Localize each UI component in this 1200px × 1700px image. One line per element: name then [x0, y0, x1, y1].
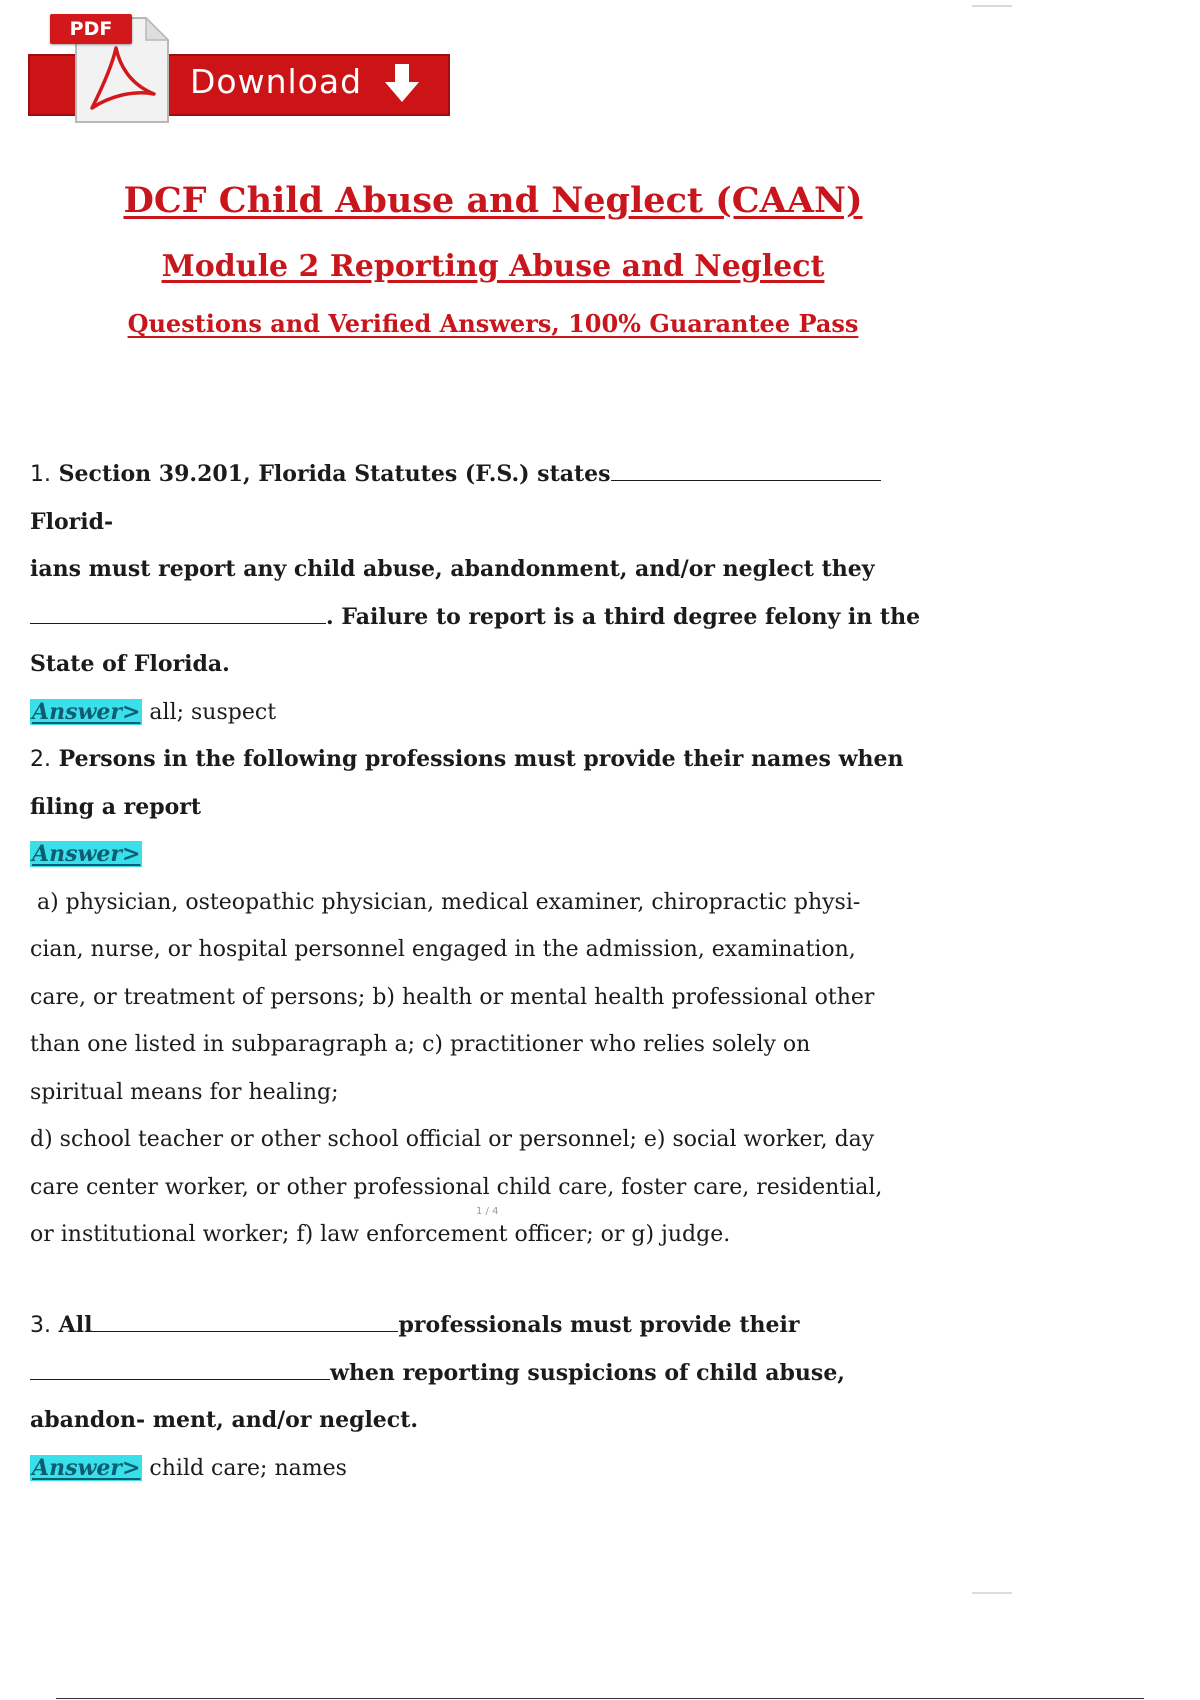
question-number: 2.: [30, 747, 51, 772]
question-text: . Failure to report is a third degree felony in the: [326, 603, 921, 630]
question-line: [30, 736, 960, 784]
question-line: [30, 594, 960, 642]
question-number: 3.: [30, 1313, 51, 1338]
page-edge-mark: [972, 1592, 1012, 1594]
pdf-tag: PDF: [50, 14, 132, 44]
question-text: All: [58, 1312, 93, 1338]
answer-label: Answer>: [32, 1454, 141, 1481]
answer-text: d) school teacher or other school official or personnel; e) social worker, day: [30, 1127, 875, 1152]
pdf-file-icon: [50, 10, 176, 128]
answer-line: [30, 689, 960, 737]
answer-text: spiritual means for healing;: [30, 1079, 339, 1105]
question-1: [30, 451, 960, 736]
answer-text: child care; names: [149, 1455, 347, 1481]
answer-text: care center worker, or other professional child care, foster care, residential,: [30, 1174, 883, 1200]
fill-blank: [92, 1309, 398, 1332]
question-line: abandon- ment, and/or neglect.: [30, 1407, 419, 1433]
download-label[interactable]: Download: [190, 62, 363, 101]
answer-text: a) physician, osteopathic physician, medical examiner, chiropractic physi-: [30, 889, 861, 915]
answer-text: care, or treatment of persons; b) health or mental health professional other: [30, 984, 875, 1010]
question-line: [30, 451, 960, 546]
fill-blank: [611, 458, 881, 481]
answer-line: [30, 1445, 960, 1493]
question-line: ians must report any child abuse, abandonment, and/or neglect they: [30, 556, 875, 582]
document-title: DCF Child Abuse and Neglect (CAAN): [123, 180, 863, 221]
module-title: Module 2 Reporting Abuse and Neglect: [161, 249, 825, 284]
question-number: 1.: [30, 462, 51, 487]
page-edge-mark: [972, 5, 1012, 7]
fill-blank: [30, 601, 326, 624]
answer-text: or institutional worker; f) law enforcement officer; or g) judge.: [30, 1222, 731, 1247]
question-text: Persons in the following professions must provide their names when: [58, 746, 904, 772]
answer-line: [30, 831, 960, 879]
answer-label: Answer>: [32, 698, 141, 725]
question-line: filing a report: [30, 793, 202, 820]
question-line: [30, 1350, 960, 1398]
question-text: Section 39.201, Florida Statutes (F.S.) states: [58, 461, 611, 487]
question-line: [30, 1302, 960, 1350]
answer-text: than one listed in subparagraph a; c) practitioner who relies solely on: [30, 1032, 811, 1057]
question-3: [30, 1302, 960, 1492]
question-text: professionals must provide their: [398, 1312, 800, 1338]
download-arrow-icon[interactable]: [382, 62, 422, 106]
question-text: when reporting suspicions of child abuse,: [330, 1359, 845, 1386]
answer-text: all; suspect: [149, 699, 277, 725]
answer-text: cian, nurse, or hospital personnel engaged in the admission, examination,: [30, 937, 856, 962]
page-indicator: 1 / 4: [476, 1206, 499, 1217]
pdf-download-banner[interactable]: [28, 10, 458, 130]
fill-blank: [30, 1357, 330, 1380]
question-line: State of Florida.: [30, 651, 230, 677]
title-block: [0, 176, 986, 342]
question-2: [30, 736, 960, 1259]
question-text: Florid-: [30, 508, 114, 535]
document-tagline: Questions and Verified Answers, 100% Guarantee Pass: [127, 309, 859, 338]
page-bottom-divider: [56, 1698, 1144, 1699]
answer-label: Answer>: [32, 841, 141, 867]
